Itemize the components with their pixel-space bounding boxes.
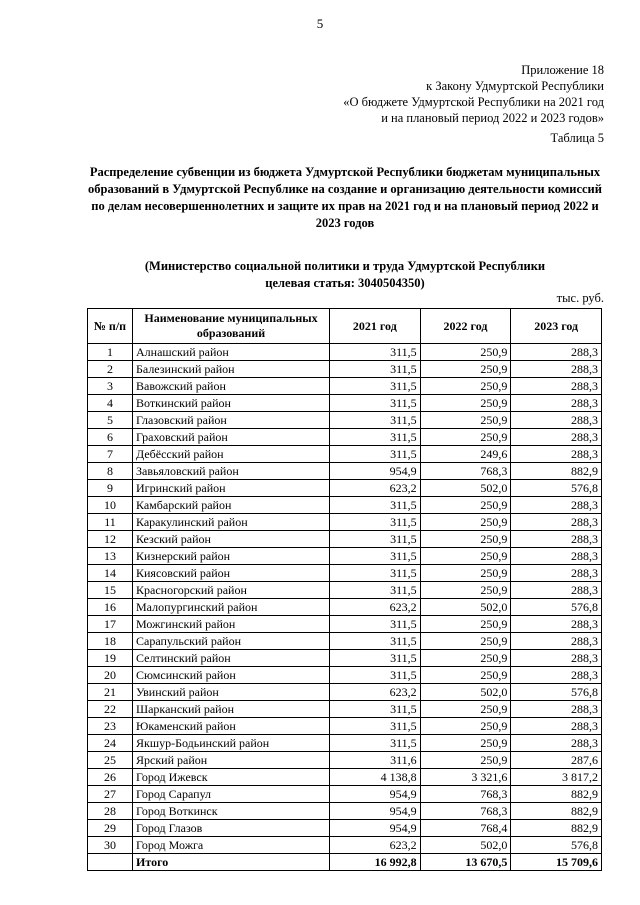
value-2023: 3 817,2 bbox=[511, 769, 602, 786]
row-number: 15 bbox=[88, 582, 133, 599]
table-row bbox=[88, 718, 602, 735]
municipality-name: Малопургинский район bbox=[133, 599, 330, 616]
appendix-line: к Закону Удмуртской Республики bbox=[426, 79, 604, 93]
municipality-name: Город Сарапул bbox=[133, 786, 330, 803]
value-2022: 250,9 bbox=[420, 548, 511, 565]
value-2023: 288,3 bbox=[511, 344, 602, 361]
ministry-line: (Министерство социальной политики и труда Удмуртской Республики bbox=[144, 259, 546, 273]
value-2021: 311,5 bbox=[330, 548, 421, 565]
municipality-name: Воткинский район bbox=[133, 395, 330, 412]
municipality-name: Глазовский район bbox=[133, 412, 330, 429]
value-2023: 288,3 bbox=[511, 446, 602, 463]
value-2023: 287,6 bbox=[511, 752, 602, 769]
value-2022: 768,3 bbox=[420, 786, 511, 803]
header-2021: 2021 год bbox=[330, 309, 421, 344]
value-2021: 954,9 bbox=[330, 786, 421, 803]
row-number: 19 bbox=[88, 650, 133, 667]
value-2022: 502,0 bbox=[420, 599, 511, 616]
table-row bbox=[88, 735, 602, 752]
row-number: 3 bbox=[88, 378, 133, 395]
total-value-2022: 13 670,5 bbox=[420, 854, 511, 871]
table-row bbox=[88, 633, 602, 650]
appendix-line: Приложение 18 bbox=[521, 63, 604, 77]
value-2022: 250,9 bbox=[420, 752, 511, 769]
table-row bbox=[88, 803, 602, 820]
municipality-name: Камбарский район bbox=[133, 497, 330, 514]
value-2023: 288,3 bbox=[511, 361, 602, 378]
row-number: 24 bbox=[88, 735, 133, 752]
row-number: 4 bbox=[88, 395, 133, 412]
value-2022: 502,0 bbox=[420, 837, 511, 854]
value-2022: 250,9 bbox=[420, 497, 511, 514]
value-2023: 288,3 bbox=[511, 378, 602, 395]
row-number: 23 bbox=[88, 718, 133, 735]
value-2021: 311,5 bbox=[330, 701, 421, 718]
value-2021: 311,5 bbox=[330, 514, 421, 531]
value-2021: 311,6 bbox=[330, 752, 421, 769]
document-title: Распределение субвенции из бюджета Удмуртской Республики бюджетам муниципальных образований в Удмуртской Республике на создание и организацию деятельности комиссий по делам несовершеннолетних и защите их прав на 2021 год и на плановый период 2022 и 2023 годов bbox=[88, 165, 602, 230]
value-2022: 250,9 bbox=[420, 531, 511, 548]
row-number: 7 bbox=[88, 446, 133, 463]
total-row bbox=[88, 854, 602, 871]
value-2023: 576,8 bbox=[511, 480, 602, 497]
table-row bbox=[88, 344, 602, 361]
value-2022: 250,9 bbox=[420, 514, 511, 531]
municipality-name: Игринский район bbox=[133, 480, 330, 497]
value-2022: 502,0 bbox=[420, 684, 511, 701]
row-number: 30 bbox=[88, 837, 133, 854]
value-2022: 250,9 bbox=[420, 650, 511, 667]
municipality-name: Кизнерский район bbox=[133, 548, 330, 565]
row-number: 12 bbox=[88, 531, 133, 548]
municipality-name: Город Ижевск bbox=[133, 769, 330, 786]
value-2021: 311,5 bbox=[330, 582, 421, 599]
value-2021: 954,9 bbox=[330, 463, 421, 480]
value-2023: 288,3 bbox=[511, 633, 602, 650]
value-2022: 250,9 bbox=[420, 565, 511, 582]
value-2021: 623,2 bbox=[330, 837, 421, 854]
value-2021: 311,5 bbox=[330, 735, 421, 752]
value-2023: 288,3 bbox=[511, 701, 602, 718]
table-header-row bbox=[88, 309, 602, 344]
target-article-line: целевая статья: 3040504350) bbox=[265, 276, 425, 290]
municipality-name: Дебёсский район bbox=[133, 446, 330, 463]
table-row bbox=[88, 769, 602, 786]
total-municipality-name: Итого bbox=[133, 854, 330, 871]
table-row bbox=[88, 463, 602, 480]
value-2021: 311,5 bbox=[330, 497, 421, 514]
table-row bbox=[88, 361, 602, 378]
municipality-name: Селтинский район bbox=[133, 650, 330, 667]
value-2022: 249,6 bbox=[420, 446, 511, 463]
total-value-2023: 15 709,6 bbox=[511, 854, 602, 871]
table-body bbox=[88, 344, 602, 871]
value-2023: 288,3 bbox=[511, 616, 602, 633]
value-2023: 882,9 bbox=[511, 820, 602, 837]
value-2022: 250,9 bbox=[420, 667, 511, 684]
value-2021: 311,5 bbox=[330, 565, 421, 582]
appendix-line: и на плановый период 2022 и 2023 годов» bbox=[381, 111, 604, 125]
municipality-name: Можгинский район bbox=[133, 616, 330, 633]
ministry-note bbox=[110, 258, 580, 292]
row-number: 26 bbox=[88, 769, 133, 786]
municipality-name: Кезский район bbox=[133, 531, 330, 548]
table-row bbox=[88, 395, 602, 412]
value-2021: 311,5 bbox=[330, 378, 421, 395]
row-number: 9 bbox=[88, 480, 133, 497]
appendix-header bbox=[343, 62, 604, 126]
value-2021: 311,5 bbox=[330, 633, 421, 650]
total-value-2021: 16 992,8 bbox=[330, 854, 421, 871]
table-row bbox=[88, 480, 602, 497]
value-2023: 288,3 bbox=[511, 735, 602, 752]
value-2021: 954,9 bbox=[330, 803, 421, 820]
value-2023: 576,8 bbox=[511, 599, 602, 616]
value-2023: 882,9 bbox=[511, 803, 602, 820]
municipality-name: Вавожский район bbox=[133, 378, 330, 395]
value-2023: 288,3 bbox=[511, 548, 602, 565]
value-2022: 250,9 bbox=[420, 735, 511, 752]
value-2023: 288,3 bbox=[511, 582, 602, 599]
table-row bbox=[88, 820, 602, 837]
value-2023: 576,8 bbox=[511, 684, 602, 701]
total-row-number bbox=[88, 854, 133, 871]
value-2021: 311,5 bbox=[330, 718, 421, 735]
municipality-name: Балезинский район bbox=[133, 361, 330, 378]
value-2021: 623,2 bbox=[330, 599, 421, 616]
row-number: 18 bbox=[88, 633, 133, 650]
row-number: 6 bbox=[88, 429, 133, 446]
row-number: 21 bbox=[88, 684, 133, 701]
table-row bbox=[88, 667, 602, 684]
units-label: тыс. руб. bbox=[556, 291, 604, 305]
row-number: 25 bbox=[88, 752, 133, 769]
row-number: 20 bbox=[88, 667, 133, 684]
table-label: Таблица 5 bbox=[550, 131, 604, 145]
value-2023: 882,9 bbox=[511, 463, 602, 480]
value-2022: 768,3 bbox=[420, 803, 511, 820]
table-row bbox=[88, 514, 602, 531]
header-2023: 2023 год bbox=[511, 309, 602, 344]
row-number: 1 bbox=[88, 344, 133, 361]
municipality-name: Сарапульский район bbox=[133, 633, 330, 650]
municipality-name: Красногорский район bbox=[133, 582, 330, 599]
municipality-name: Юкаменский район bbox=[133, 718, 330, 735]
value-2023: 288,3 bbox=[511, 667, 602, 684]
row-number: 8 bbox=[88, 463, 133, 480]
value-2021: 311,5 bbox=[330, 446, 421, 463]
value-2023: 288,3 bbox=[511, 412, 602, 429]
row-number: 28 bbox=[88, 803, 133, 820]
value-2022: 250,9 bbox=[420, 412, 511, 429]
value-2022: 768,4 bbox=[420, 820, 511, 837]
value-2021: 311,5 bbox=[330, 429, 421, 446]
value-2022: 250,9 bbox=[420, 378, 511, 395]
row-number: 13 bbox=[88, 548, 133, 565]
value-2022: 250,9 bbox=[420, 718, 511, 735]
row-number: 2 bbox=[88, 361, 133, 378]
value-2022: 250,9 bbox=[420, 395, 511, 412]
table-row bbox=[88, 752, 602, 769]
table-row bbox=[88, 701, 602, 718]
table-row bbox=[88, 837, 602, 854]
value-2021: 954,9 bbox=[330, 820, 421, 837]
row-number: 22 bbox=[88, 701, 133, 718]
table-row bbox=[88, 378, 602, 395]
table-row bbox=[88, 582, 602, 599]
value-2021: 623,2 bbox=[330, 480, 421, 497]
value-2023: 288,3 bbox=[511, 497, 602, 514]
table-row bbox=[88, 531, 602, 548]
row-number: 17 bbox=[88, 616, 133, 633]
table-row bbox=[88, 565, 602, 582]
table-row bbox=[88, 684, 602, 701]
row-number: 5 bbox=[88, 412, 133, 429]
value-2023: 288,3 bbox=[511, 514, 602, 531]
municipality-name: Завьяловский район bbox=[133, 463, 330, 480]
value-2021: 311,5 bbox=[330, 361, 421, 378]
municipality-name: Ярский район bbox=[133, 752, 330, 769]
value-2021: 311,5 bbox=[330, 412, 421, 429]
value-2023: 288,3 bbox=[511, 429, 602, 446]
municipality-name: Шарканский район bbox=[133, 701, 330, 718]
row-number: 29 bbox=[88, 820, 133, 837]
subsidy-table bbox=[87, 308, 602, 871]
municipality-name: Увинский район bbox=[133, 684, 330, 701]
value-2023: 288,3 bbox=[511, 565, 602, 582]
value-2022: 250,9 bbox=[420, 344, 511, 361]
row-number: 27 bbox=[88, 786, 133, 803]
value-2021: 311,5 bbox=[330, 616, 421, 633]
municipality-name: Город Можга bbox=[133, 837, 330, 854]
value-2022: 250,9 bbox=[420, 701, 511, 718]
header-name: Наименование муниципальных образований bbox=[133, 309, 330, 344]
value-2021: 311,5 bbox=[330, 395, 421, 412]
municipality-name: Граховский район bbox=[133, 429, 330, 446]
municipality-name: Город Глазов bbox=[133, 820, 330, 837]
table-row bbox=[88, 497, 602, 514]
table-row bbox=[88, 412, 602, 429]
municipality-name: Каракулинский район bbox=[133, 514, 330, 531]
value-2023: 576,8 bbox=[511, 837, 602, 854]
header-num: № п/п bbox=[88, 309, 133, 344]
value-2022: 768,3 bbox=[420, 463, 511, 480]
value-2023: 882,9 bbox=[511, 786, 602, 803]
municipality-name: Город Воткинск bbox=[133, 803, 330, 820]
table-row bbox=[88, 599, 602, 616]
value-2022: 250,9 bbox=[420, 633, 511, 650]
value-2023: 288,3 bbox=[511, 531, 602, 548]
value-2022: 250,9 bbox=[420, 429, 511, 446]
header-2022: 2022 год bbox=[420, 309, 511, 344]
table-row bbox=[88, 616, 602, 633]
value-2023: 288,3 bbox=[511, 650, 602, 667]
value-2023: 288,3 bbox=[511, 395, 602, 412]
value-2022: 3 321,6 bbox=[420, 769, 511, 786]
appendix-line: «О бюджете Удмуртской Республики на 2021 год bbox=[343, 95, 604, 109]
value-2022: 250,9 bbox=[420, 582, 511, 599]
table-row bbox=[88, 786, 602, 803]
value-2021: 623,2 bbox=[330, 684, 421, 701]
table-row bbox=[88, 429, 602, 446]
value-2022: 502,0 bbox=[420, 480, 511, 497]
municipality-name: Киясовский район bbox=[133, 565, 330, 582]
value-2022: 250,9 bbox=[420, 616, 511, 633]
value-2021: 311,5 bbox=[330, 667, 421, 684]
table-row bbox=[88, 650, 602, 667]
value-2023: 288,3 bbox=[511, 718, 602, 735]
table-row bbox=[88, 446, 602, 463]
value-2021: 311,5 bbox=[330, 344, 421, 361]
municipality-name: Сюмсинский район bbox=[133, 667, 330, 684]
row-number: 11 bbox=[88, 514, 133, 531]
municipality-name: Алнашский район bbox=[133, 344, 330, 361]
row-number: 10 bbox=[88, 497, 133, 514]
row-number: 14 bbox=[88, 565, 133, 582]
page-number: 5 bbox=[316, 16, 324, 31]
value-2021: 311,5 bbox=[330, 531, 421, 548]
value-2022: 250,9 bbox=[420, 361, 511, 378]
value-2021: 4 138,8 bbox=[330, 769, 421, 786]
table-row bbox=[88, 548, 602, 565]
municipality-name: Якшур-Бодьинский район bbox=[133, 735, 330, 752]
value-2021: 311,5 bbox=[330, 650, 421, 667]
row-number: 16 bbox=[88, 599, 133, 616]
